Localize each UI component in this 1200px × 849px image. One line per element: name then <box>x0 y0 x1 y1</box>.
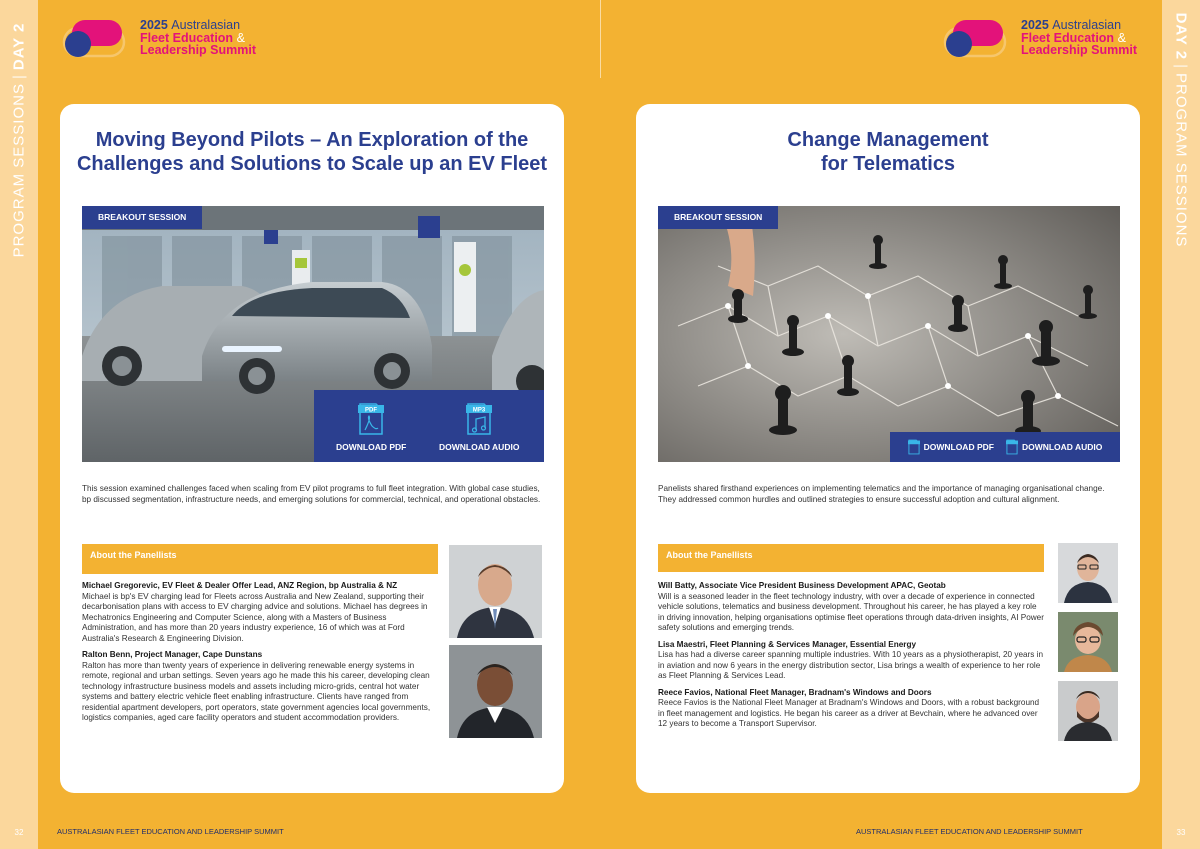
panellist-name: Ralton Benn, Project Manager, Cape Dunstans <box>82 650 263 659</box>
download-pdf-button[interactable] <box>908 439 994 455</box>
logo-country: Australasian <box>171 18 241 33</box>
mp3-icon-label: MP3 <box>473 407 486 414</box>
downloads-panel <box>890 432 1120 462</box>
panellist-bio: Lisa has had a diverse career spanning multiple industries. With 10 years as a physiotherapist, 20 years in in aviation and now 6 years in the energy distribution sector, Lisa brings a wealth of experience to her role as Fleet Planning & Services Lead. <box>658 650 1044 680</box>
session-type-tag: BREAKOUT SESSION <box>82 206 202 229</box>
ev-charging-photo <box>82 206 544 462</box>
session-title <box>636 128 1140 176</box>
panellist-bio: Michael is bp's EV charging lead for Fleets across Australia and New Zealand, supporting their decarbonisation plans with access to EV charging advice and solutions. Michael has degrees in Mechatronics Engineering and Computer Science, along with a Masters of Business Administration, and has more than 20 years industry experience, 16 of which was at Ford Australia's Research & Engineering Division. <box>82 591 428 643</box>
side-section-label: PROGRAM SESSIONS <box>1172 73 1190 248</box>
right-side-label <box>1173 13 1190 248</box>
mp3-file-icon <box>466 402 492 436</box>
headshot-image <box>1058 681 1118 741</box>
session-summary: This session examined challenges faced when scaling from EV pilot programs to full fleet integration. With global case studies, bp discussed segmentation, infrastructure needs, and emerging solutions for commercial, technical, and operational obstacles. <box>82 484 541 504</box>
panellist-headshot <box>449 545 542 638</box>
download-pdf-label: DOWNLOAD PDF <box>336 442 407 452</box>
session-title <box>60 128 564 176</box>
panellist-list <box>82 581 440 730</box>
mp3-file-icon <box>1006 439 1018 455</box>
page-number-left: 32 <box>14 828 24 837</box>
logo-country: Australasian <box>1052 18 1122 33</box>
panellist-item <box>658 688 1044 730</box>
logo-year: 2025 <box>140 18 168 33</box>
page-number-right: 33 <box>1176 828 1186 837</box>
summit-logo-text <box>1021 19 1137 57</box>
session-title-line1: Change Management <box>787 129 989 151</box>
side-separator: | <box>10 74 28 80</box>
summit-logo-right <box>943 16 1137 60</box>
panellist-headshot <box>449 645 542 738</box>
session-summary: Panelists shared firsthand experiences on implementing telematics and the importance of managing organisational change. They addressed common hurdles and outlined strategies to ensure successful adoption and cultural alignment. <box>658 484 1105 504</box>
downloads-panel <box>314 390 544 462</box>
panellist-item <box>82 581 440 644</box>
download-pdf-button[interactable] <box>336 402 406 452</box>
download-audio-button[interactable] <box>1006 439 1102 455</box>
panellist-headshot <box>1058 612 1118 672</box>
left-side-strip <box>0 0 38 849</box>
chess-network-illustration <box>658 206 1120 462</box>
panellist-headshot <box>1058 681 1118 741</box>
pdf-file-icon <box>358 402 384 436</box>
side-day-label: DAY 2 <box>1172 12 1190 61</box>
panellist-bio: Ralton has more than twenty years of experience in delivering renewable energy systems in remote, regional and urban settings. Seven years ago he made this his career, developing clean technology infrastructure business models and assets including micro-grids, central hot water systems and battery electric vehicle fleet enabling infrastructure. Clients have ranged from residential apartment developers, port operators, state government agencies local governments, logistics companies, aged care facility operators and student accommodation providers. <box>82 660 431 722</box>
pdf-file-icon <box>908 439 920 455</box>
panellist-name: Will Batty, Associate Vice President Business Development APAC, Geotab <box>658 581 946 590</box>
session-card-left <box>60 104 564 793</box>
panellist-name: Michael Gregorevic, EV Fleet & Dealer Offer Lead, ANZ Region, bp Australia & NZ <box>82 581 398 590</box>
session-title-line2: Challenges and Solutions to Scale up an EV Fleet <box>76 153 548 175</box>
panellist-name: Lisa Maestri, Fleet Planning & Services Manager, Essential Energy <box>658 639 917 649</box>
right-side-strip <box>1162 0 1200 849</box>
logo-line3: Leadership Summit <box>1021 43 1137 58</box>
summit-logo-icon <box>62 16 132 60</box>
logo-amp: & <box>236 30 245 45</box>
side-section-label: PROGRAM SESSIONS <box>10 83 28 258</box>
side-day-label: DAY 2 <box>10 22 28 71</box>
download-audio-button[interactable] <box>439 402 519 452</box>
session-type-tag: BREAKOUT SESSION <box>658 206 778 229</box>
headshot-image <box>449 645 542 738</box>
session-title-line2: for Telematics <box>820 153 956 175</box>
panellist-headshot <box>1058 543 1118 603</box>
chess-network-photo <box>658 206 1120 462</box>
panellist-name: Reece Favios, National Fleet Manager, Bradnam's Windows and Doors <box>658 687 932 697</box>
headshot-image <box>449 545 542 638</box>
panellist-item <box>658 640 1044 682</box>
panellist-list <box>658 581 1044 736</box>
summit-logo-text <box>140 19 256 57</box>
panellist-bio: Will is a seasoned leader in the fleet technology industry, with over a decade of experience in connected vehicle solutions, telematics and business development. Throughout his career, he has played a key role in driving innovation, helping organisations optimise fleet operations through data-driven insights, AI Power safety solutions and emerging trends. <box>658 591 1044 632</box>
download-audio-label: DOWNLOAD AUDIO <box>439 442 520 452</box>
panellists-heading: About the Panellists <box>658 544 1044 572</box>
headshot-image <box>1058 612 1118 672</box>
side-separator: | <box>1172 64 1190 70</box>
download-pdf-label: DOWNLOAD PDF <box>923 442 994 452</box>
logo-year: 2025 <box>1021 18 1049 33</box>
logo-line2: Fleet Education <box>1021 30 1115 45</box>
footer-right: AUSTRALASIAN FLEET EDUCATION AND LEADERSHIP SUMMIT <box>856 827 1083 836</box>
logo-line2: Fleet Education <box>140 30 234 45</box>
page-divider <box>600 0 601 78</box>
session-title-line1: Moving Beyond Pilots – An Exploration of the <box>95 129 529 151</box>
download-audio-label: DOWNLOAD AUDIO <box>1021 442 1103 452</box>
pdf-icon-label: PDF <box>365 407 378 414</box>
left-side-label <box>11 23 28 258</box>
panellists-heading: About the Panellists <box>82 544 438 574</box>
logo-line3: Leadership Summit <box>140 43 256 58</box>
logo-amp: & <box>1117 30 1126 45</box>
summit-logo-left <box>62 16 256 60</box>
headshot-image <box>1058 543 1118 603</box>
panellist-item <box>82 650 440 724</box>
summit-logo-icon <box>943 16 1013 60</box>
panellist-item <box>658 581 1044 634</box>
footer-left: AUSTRALASIAN FLEET EDUCATION AND LEADERSHIP SUMMIT <box>57 827 284 836</box>
session-card-right <box>636 104 1140 793</box>
panellist-bio: Reece Favios is the National Fleet Manager at Bradnam's Windows and Doors, with a robust background in fleet management and logistics. He began his career as a driver at Bevchain, where he advanced over 12 years to become a Transport Supervisor. <box>658 698 1040 728</box>
